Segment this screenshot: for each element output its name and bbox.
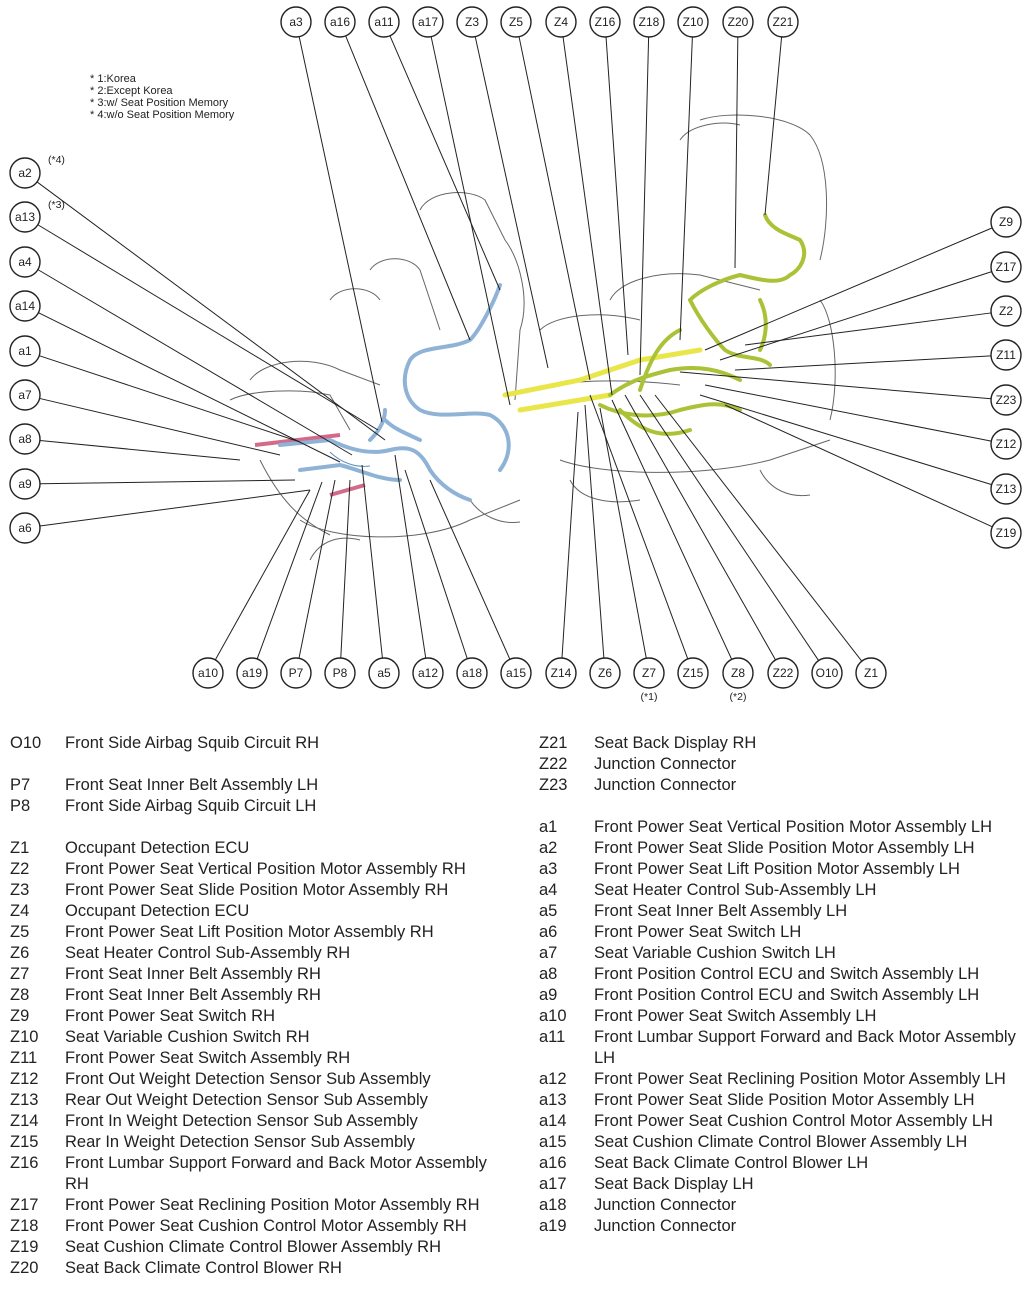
callout-label: Z10 [682,15,704,29]
callout-label: Z2 [998,304,1014,318]
callout-a10 [193,658,223,688]
legend-description: Junction Connector [594,1217,737,1235]
callout-label: Z12 [995,437,1017,451]
callout-label: a11 [374,15,394,29]
callout-label: a1 [18,344,32,358]
legend-code: Z5 [10,923,30,941]
legend-description: Front Power Seat Slide Position Motor Assembly LH [594,839,975,857]
legend-description: Rear In Weight Detection Sensor Sub Assembly [65,1133,416,1151]
leader-a13 [38,225,378,430]
footnote-1: * 1:Korea [90,73,136,85]
callout-z10 [678,7,708,37]
legend-description: Front Power Seat Reclining Position Motor Assembly LH [594,1070,1006,1088]
callout-a8 [10,424,40,454]
legend-description: Seat Cushion Climate Control Blower Assembly LH [594,1133,968,1151]
footnotes [90,73,235,121]
leader-z13 [700,395,992,485]
legend-row-a12 [539,1069,1031,1090]
legend-row-a17 [539,1174,1031,1195]
legend-code: a19 [539,1217,567,1235]
legend-row-z22 [539,754,1031,775]
callout-label: a5 [377,666,391,680]
callout-label: O10 [815,666,839,680]
callout-label: a14 [14,299,36,313]
legend-description: Seat Heater Control Sub-Assembly RH [65,944,351,962]
leader-a5 [362,465,382,658]
legend-row-a5 [539,901,1031,922]
legend-row-z14 [10,1111,510,1132]
legend-description: Front Power Seat Switch Assembly RH [65,1049,351,1067]
callout-label: a8 [18,432,32,446]
legend-description: Front Power Seat Slide Position Motor Assembly LH [594,1091,975,1109]
legend-row-z13 [10,1090,510,1111]
legend-row-z8 [10,985,510,1006]
legend-row-a15 [539,1132,1031,1153]
legend-code: a18 [539,1196,567,1214]
leader-z18 [640,37,649,375]
legend-code: Z2 [10,860,30,878]
callout-label: a15 [505,666,527,680]
callout-z19 [991,518,1021,548]
legend-row-z2 [10,859,510,880]
legend-row-z6 [10,943,510,964]
legend-description: Seat Back Climate Control Blower LH [594,1154,869,1172]
legend-row-z3 [10,880,510,901]
legend-description: Rear Out Weight Detection Sensor Sub Assembly [65,1091,428,1109]
seat-illustration [230,115,835,560]
legend-code: a15 [539,1133,567,1151]
callout-label: Z17 [995,260,1017,274]
legend-code: Z17 [10,1196,39,1214]
legend-code: Z4 [10,902,30,920]
legend-row-p8 [10,796,510,817]
leader-a14 [38,313,340,462]
legend-description: Front Power Seat Vertical Position Motor Assembly RH [65,860,466,878]
legend-description: Junction Connector [594,1196,737,1214]
legend-code: Z15 [10,1133,39,1151]
callout-a7 [10,380,40,410]
callout-z18 [634,7,664,37]
legend-row-z20 [10,1258,510,1279]
leader-a17 [431,37,510,405]
legend-row-z16 [10,1153,510,1195]
callout-z1 [856,658,886,688]
callout-label: Z3 [464,15,480,29]
legend-description: Seat Cushion Climate Control Blower Assembly RH [65,1238,441,1256]
legend-row-a6 [539,922,1031,943]
callout-z11 [991,340,1021,370]
leader-lines [37,36,992,661]
leader-a16 [346,36,470,340]
footnote-3: * 3:w/ Seat Position Memory [90,97,229,109]
legend-row-z7 [10,964,510,985]
callout-a6 [10,513,40,543]
callout-z15 [678,658,708,688]
callout-label: Z13 [995,482,1017,496]
callout-z21 [768,7,798,37]
callout-z23 [991,385,1021,415]
callout-label: Z15 [682,666,704,680]
legend-description: Front Power Seat Switch Assembly LH [594,1007,877,1025]
callout-z7 [634,658,664,688]
callout-z3 [457,7,487,37]
leader-z21 [765,37,782,215]
legend-row-z19 [10,1237,510,1258]
legend-spacer [10,817,510,838]
legend-description: Front Side Airbag Squib Circuit LH [65,797,317,815]
legend-row-a19 [539,1216,1031,1237]
callout-label: Z11 [996,348,1016,362]
leader-a15 [430,480,510,659]
callout-label: a2 [18,166,32,180]
leader-a18 [405,470,467,659]
legend-spacer [10,754,510,775]
legend-left-column [10,733,510,1279]
legend-code: a3 [539,860,558,878]
legend-code: P7 [10,776,31,794]
legend-code: a6 [539,923,558,941]
legend-description: Front Position Control ECU and Switch Assembly LH [594,965,980,983]
legend-description: Front Power Seat Reclining Position Motor Assembly RH [65,1196,480,1214]
leader-z22 [625,395,776,660]
legend-code: a10 [539,1007,567,1025]
callout-label: Z6 [597,666,613,680]
legend-description: Front Power Seat Cushion Control Motor Assembly LH [594,1112,993,1130]
legend-description: Junction Connector [594,776,737,794]
callout-a18 [457,658,487,688]
callout-label: a6 [18,521,32,535]
legend-description: Seat Heater Control Sub-Assembly LH [594,881,877,899]
leader-z17 [720,272,992,360]
callout-label: Z1 [863,666,879,680]
legend-row-z1 [10,838,510,859]
legend-code: Z14 [10,1112,39,1130]
leader-a8 [40,440,240,460]
legend-description: Front In Weight Detection Sensor Sub Assembly [65,1112,418,1130]
legend-description: Seat Back Display RH [594,734,757,752]
legend-code: a5 [539,902,558,920]
legend-row-a1 [539,817,1031,838]
legend-row-a7 [539,943,1031,964]
callout-z12 [991,429,1021,459]
legend-code: a2 [539,839,558,857]
leader-z16 [606,37,628,355]
callout-a15 [501,658,531,688]
legend-row-z21 [539,733,1031,754]
legend-code: Z13 [10,1091,39,1109]
qualifier-z7: (*1) [640,691,658,703]
qualifier-a2: (*4) [48,154,65,166]
legend-right-column [539,733,1031,1237]
legend-description: Occupant Detection ECU [65,902,250,920]
callout-label: a17 [417,15,439,29]
callout-a4 [10,247,40,277]
leader-p8 [341,480,350,658]
legend-code: a1 [539,818,558,836]
callout-label: Z7 [641,666,657,680]
leader-z5 [519,37,590,380]
callout-label: a18 [461,666,483,680]
legend-code: Z7 [10,965,30,983]
legend-code: a16 [539,1154,567,1172]
legend-code: Z18 [10,1217,39,1235]
legend-code: Z12 [10,1070,39,1088]
legend-row-o10 [10,733,510,754]
legend-description: Front Lumbar Support Forward and Back Motor Assembly RH [65,1154,487,1193]
callout-z6 [590,658,620,688]
legend-row-z10 [10,1027,510,1048]
legend-code: Z9 [10,1007,30,1025]
legend-row-a16 [539,1153,1031,1174]
callout-z2 [991,296,1021,326]
legend-description: Front Seat Inner Belt Assembly RH [65,965,321,983]
callout-label: Z16 [594,15,616,29]
legend-description: Seat Back Display LH [594,1175,754,1193]
callout-o10 [812,658,842,688]
legend-code: Z19 [10,1238,39,1256]
leader-z7 [600,408,646,658]
legend-code: Z21 [539,734,568,752]
leader-a7 [40,398,280,455]
legend-description: Seat Variable Cushion Switch RH [65,1028,310,1046]
legend-description: Front Side Airbag Squib Circuit RH [65,734,320,752]
legend-description: Front Power Seat Lift Position Motor Assembly LH [594,860,960,878]
legend-code: a14 [539,1112,567,1130]
callout-label: Z22 [772,666,794,680]
qualifier-z8: (*2) [729,691,747,703]
legend-description: Junction Connector [594,755,737,773]
legend-row-z5 [10,922,510,943]
legend-row-a3 [539,859,1031,880]
callout-label: a13 [14,210,36,224]
callout-a14 [10,291,40,321]
legend-code: a7 [539,944,558,962]
legend-description: Front Seat Inner Belt Assembly RH [65,986,321,1004]
legend-row-a14 [539,1111,1031,1132]
legend-code: a11 [539,1028,566,1046]
leader-z14 [562,412,578,658]
callout-label: Z21 [772,15,794,29]
leader-z20 [735,37,738,268]
callout-label: Z9 [998,215,1014,229]
legend-code: a9 [539,986,558,1004]
callout-a17 [413,7,443,37]
leader-z8 [612,400,732,659]
legend-description: Front Power Seat Switch LH [594,923,802,941]
legend-code: Z11 [10,1049,38,1067]
callout-a16 [325,7,355,37]
legend-code: Z20 [10,1259,39,1277]
leader-p7 [299,480,335,658]
legend-description: Front Power Seat Switch RH [65,1007,275,1025]
legend-row-a4 [539,880,1031,901]
callout-a9 [10,469,40,499]
footnote-4: * 4:w/o Seat Position Memory [90,109,235,121]
legend-code: Z22 [539,755,568,773]
legend-code: Z8 [10,986,30,1004]
legend-row-a2 [539,838,1031,859]
callout-a11 [369,7,399,37]
legend-description: Seat Variable Cushion Switch LH [594,944,836,962]
leader-a2 [37,182,385,440]
legend-row-a11 [539,1027,1031,1069]
callout-a5 [369,658,399,688]
callout-label: Z18 [638,15,660,29]
callout-label: a4 [18,255,32,269]
callout-label: Z20 [727,15,749,29]
callout-a3 [281,7,311,37]
legend-description: Front Out Weight Detection Sensor Sub Assembly [65,1070,431,1088]
callout-label: Z19 [995,526,1017,540]
callout-label: a3 [289,15,303,29]
legend-row-a18 [539,1195,1031,1216]
callout-z4 [546,7,576,37]
legend-description: Front Power Seat Lift Position Motor Assembly RH [65,923,434,941]
legend-row-a9 [539,985,1031,1006]
legend-code: O10 [10,734,42,752]
leader-z10 [680,37,692,340]
legend-description: Front Seat Inner Belt Assembly LH [594,902,848,920]
legend-description: Seat Back Climate Control Blower RH [65,1259,342,1277]
legend-code: Z10 [10,1028,39,1046]
leader-o10 [640,395,819,661]
legend-description: Front Power Seat Cushion Control Motor Assembly RH [65,1217,467,1235]
callout-a13 [10,202,40,232]
legend-row-z17 [10,1195,510,1216]
leader-a9 [40,480,295,484]
callout-a1 [10,336,40,366]
legend-description: Front Position Control ECU and Switch Assembly LH [594,986,980,1004]
legend-description: Front Power Seat Slide Position Motor Assembly RH [65,881,449,899]
leader-a10 [215,490,310,660]
callout-p7 [281,658,311,688]
callout-z14 [546,658,576,688]
callout-label: Z4 [553,15,569,29]
callout-label: P7 [288,666,304,680]
legend-code: Z16 [10,1154,39,1172]
leader-a19 [257,482,322,659]
callout-z13 [991,474,1021,504]
callout-z9 [991,207,1021,237]
legend-description: Front Seat Inner Belt Assembly LH [65,776,319,794]
callout-label: a12 [417,666,439,680]
leader-z6 [585,405,604,658]
legend-row-z18 [10,1216,510,1237]
callout-label: a9 [18,477,32,491]
legend-code: Z3 [10,881,30,899]
leader-z11 [735,356,991,370]
legend-row-a10 [539,1006,1031,1027]
legend-row-a8 [539,964,1031,985]
callout-p8 [325,658,355,688]
leader-a6 [40,490,310,526]
callout-label: a10 [197,666,219,680]
legend-code: Z23 [539,776,568,794]
legend-code: Z6 [10,944,30,962]
legend-code: a17 [539,1175,567,1193]
callout-z20 [723,7,753,37]
legend-row-z15 [10,1132,510,1153]
callout-a19 [237,658,267,688]
callout-z5 [501,7,531,37]
legend-description: Front Power Seat Vertical Position Motor Assembly LH [594,818,992,836]
callout-label: Z14 [550,666,572,680]
legend-row-a13 [539,1090,1031,1111]
leader-z12 [705,385,991,441]
legend-code: a12 [539,1070,567,1088]
callout-a12 [413,658,443,688]
legend-description: Occupant Detection ECU [65,839,250,857]
callout-label: P8 [332,666,348,680]
legend-code: P8 [10,797,31,815]
callout-z22 [768,658,798,688]
leader-a4 [38,270,352,455]
legend-row-z12 [10,1069,510,1090]
qualifier-a13: (*3) [48,199,65,211]
legend-row-z9 [10,1006,510,1027]
callout-z8 [723,658,753,688]
legend-row-z4 [10,901,510,922]
callout-label: a16 [329,15,351,29]
legend-description: Front Lumbar Support Forward and Back Motor Assembly LH [594,1028,1016,1067]
legend-spacer [539,796,1031,817]
legend-code: a4 [539,881,558,899]
leader-z4 [563,37,612,395]
legend-code: a8 [539,965,558,983]
callout-label: Z5 [508,15,524,29]
leader-z19 [725,405,992,527]
callout-label: a7 [18,388,32,402]
callout-a2 [10,158,40,188]
callout-label: Z8 [730,666,746,680]
callout-z16 [590,7,620,37]
callout-z17 [991,252,1021,282]
legend-row-p7 [10,775,510,796]
callout-label: a19 [241,666,263,680]
legend-row-z11 [10,1048,510,1069]
footnote-2: * 2:Except Korea [90,85,173,97]
legend-code: a13 [539,1091,567,1109]
legend-code: Z1 [10,839,30,857]
legend-row-z23 [539,775,1031,796]
callout-label: Z23 [995,393,1017,407]
